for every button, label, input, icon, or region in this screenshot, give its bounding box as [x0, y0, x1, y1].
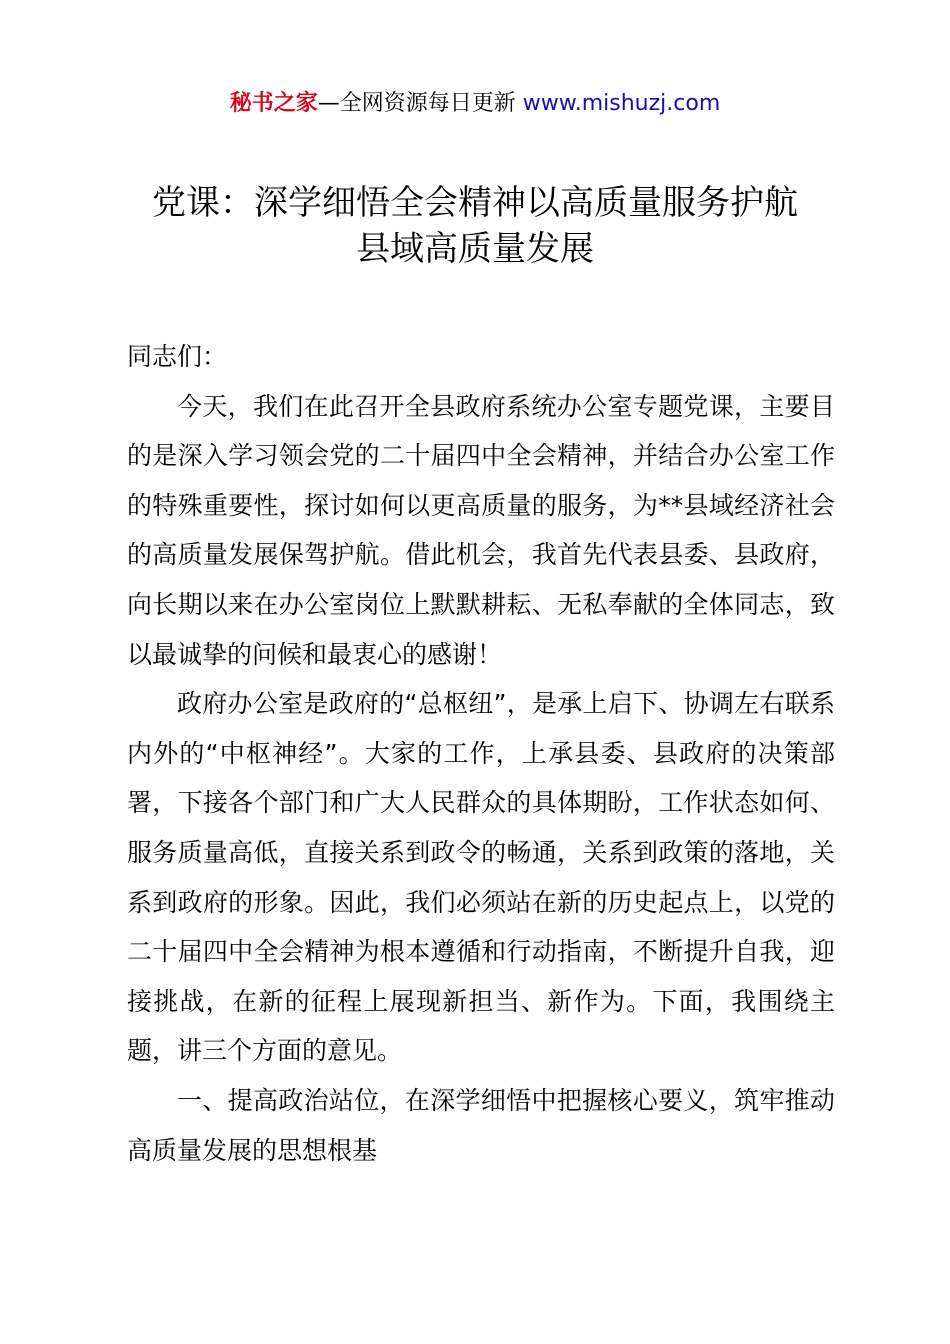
site-brand: 秘书之家: [229, 91, 318, 116]
document-body: [127, 332, 835, 1175]
document-title-line-2: 县域高质量发展: [356, 229, 594, 269]
document-title: [100, 180, 850, 272]
paragraph-intro: 今天，我们在此召开全县政府系统办公室专题党课，主要目的是深入学习领会党的二十届四中全会精神，并结合办公室工作的特殊重要性，探讨如何以更高质量的服务，为**县域经济社会的高质量发展保驾护航。借此机会，我首先代表县委、县政府，向长期以来在办公室岗位上默默耕耘、无私奉献的全体同志，致以最诚挚的问候和最衷心的感谢！: [127, 391, 835, 669]
section-heading-1: 一、提高政治站位，在深学细悟中把握核心要义，筑牢推动高质量发展的思想根基: [127, 1085, 835, 1165]
greeting: 同志们：: [127, 342, 228, 371]
document-title-line-1: 党课：深学细悟全会精神以高质量服务护航: [152, 183, 798, 223]
paragraph-office-role: 政府办公室是政府的“总枢纽”，是承上启下、协调左右联系内外的“中枢神经”。大家的工作，上承县委、县政府的决策部署，下接各个部门和广大人民群众的具体期盼，工作状态如何、服务质量高低，直接关系到政令的畅通，关系到政策的落地，关系到政府的形象。因此，我们必须站在新的历史起点上，以党的二十届四中全会精神为根本遵循和行动指南，不断提升自我，迎接挑战，在新的征程上展现新担当、新作为。下面，我围绕主题，讲三个方面的意见。: [127, 689, 835, 1066]
site-header: [0, 88, 950, 120]
site-slogan: —全网资源每日更新: [317, 91, 516, 116]
site-url-link[interactable]: www.mishuzj.com: [522, 91, 721, 116]
